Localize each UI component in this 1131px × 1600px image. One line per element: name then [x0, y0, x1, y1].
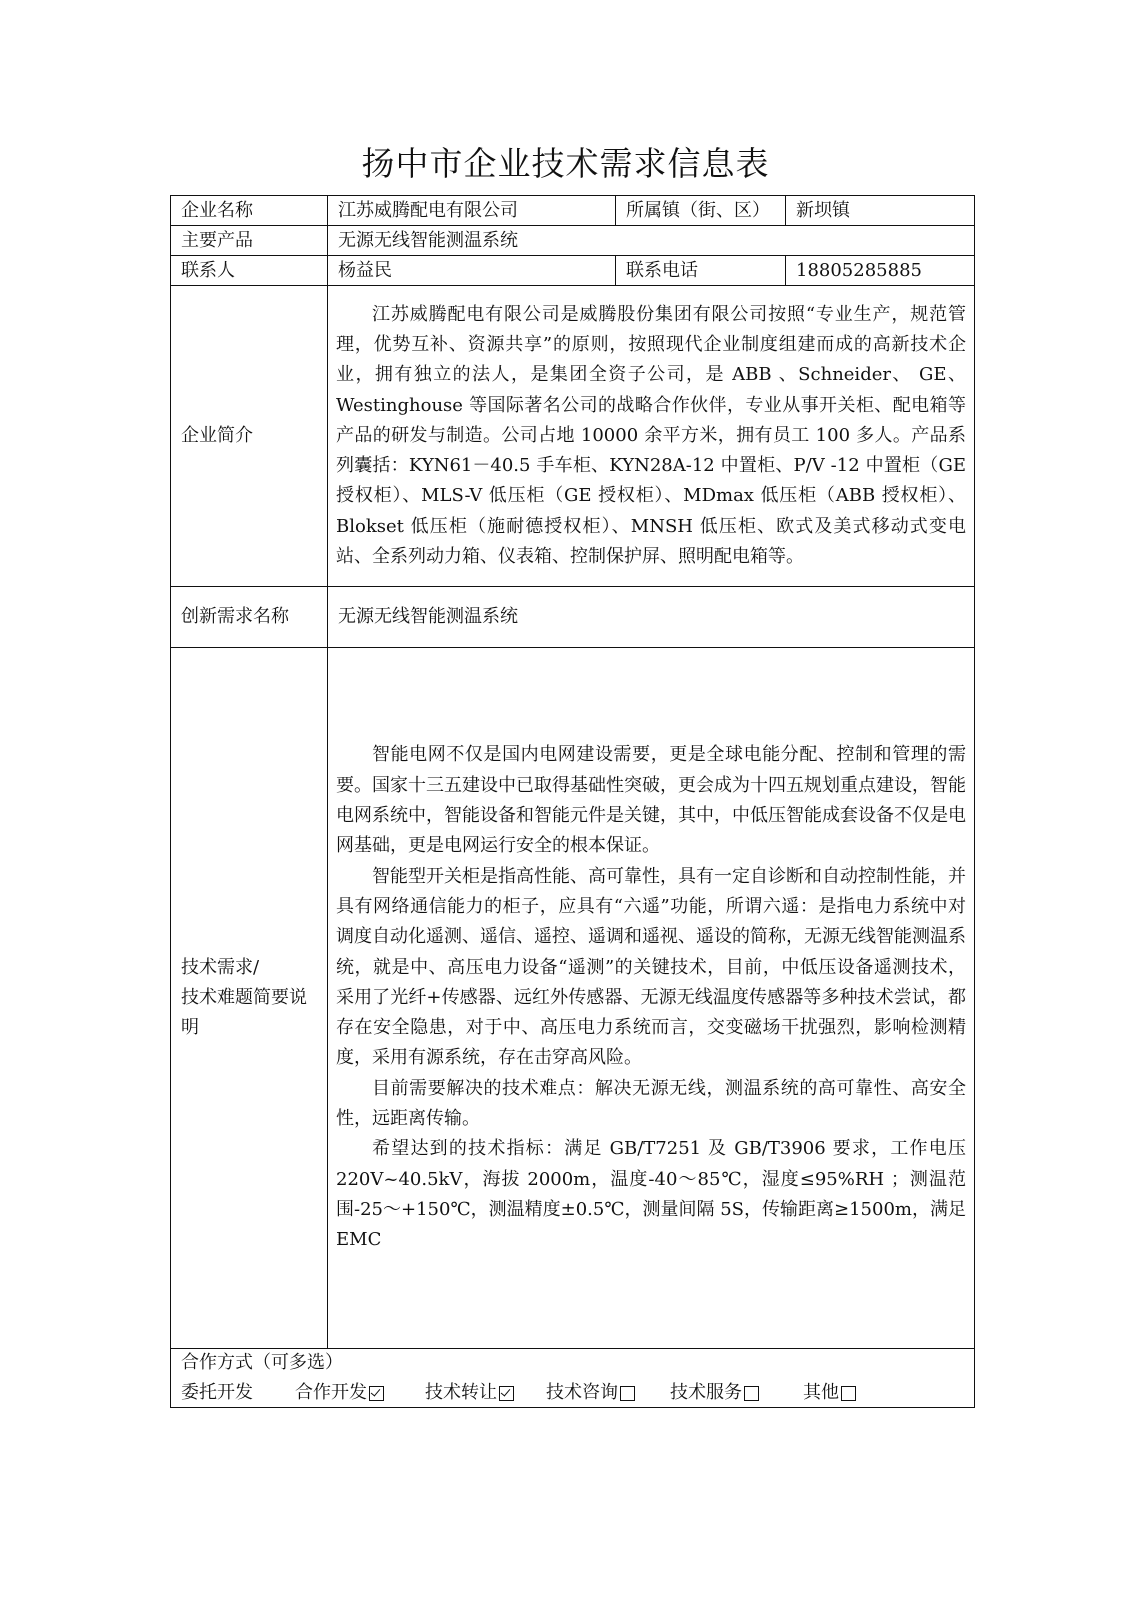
- row-tech-requirements: [171, 648, 975, 1349]
- checkbox-empty-icon[interactable]: [620, 1386, 635, 1401]
- town-value: 新坝镇: [786, 196, 975, 226]
- option-technical-consulting[interactable]: [546, 1379, 670, 1407]
- profile-text: 江苏威腾配电有限公司是威腾股份集团有限公司按照“专业生产，规范管理，优势互补、资源共享”的原则，按照现代企业制度组建而成的高新技术企业，拥有独立的法人，是集团全资子公司，是 ABB 、Schneider、 GE、Westinghouse 等国际著名公司的战略合作伙伴，专业从事开关柜、配电箱等产品的研发与制造。公司占地 10000 余平方米，拥有员工 100 多人。产品系列囊括：KYN61－40.5 手车柜、KYN28A-12 中置柜、P/V -12 中置柜（GE 授权柜）、MLS-V 低压柜（GE 授权柜）、MDmax 低压柜（ABB 授权柜）、Blokset 低压柜（施耐德授权柜）、MNSH 低压柜、欧式及美式移动式变电站、全系列动力箱、仪表箱、控制保护屏、照明配电箱等。: [336, 304, 966, 567]
- option-label: 技术咨询: [546, 1382, 618, 1403]
- contact-value: 杨益民: [328, 256, 616, 286]
- tech-paragraph: 智能电网不仅是国内电网建设需要，更是全球电能分配、控制和管理的需要。国家十三五建设中已取得基础性突破，更会成为十四五规划重点建设，智能电网系统中，智能设备和智能元件是关键，其中，中低压智能成套设备不仅是电网基础，更是电网运行安全的根本保证。: [336, 744, 966, 857]
- tech-demand-form-table: [170, 195, 975, 1408]
- option-other[interactable]: [803, 1379, 856, 1407]
- tech-label-line2: 技术难题简要说明: [181, 987, 307, 1038]
- company-name-label: 企业名称: [171, 196, 328, 226]
- row-contact: [171, 256, 975, 286]
- option-label: 技术转让: [425, 1382, 497, 1403]
- products-value: 无源无线智能测温系统: [328, 226, 975, 256]
- row-main-products: [171, 226, 975, 256]
- profile-label: 企业简介: [171, 286, 328, 587]
- profile-cell: [328, 286, 975, 587]
- innovation-value: 无源无线智能测温系统: [328, 587, 975, 648]
- option-technical-service[interactable]: [670, 1379, 803, 1407]
- option-label: 其他: [803, 1382, 839, 1403]
- phone-value: 18805285885: [786, 256, 975, 286]
- option-joint-development[interactable]: [295, 1379, 425, 1407]
- page-title: 扬中市企业技术需求信息表: [361, 144, 770, 183]
- tech-description-cell: [328, 648, 975, 1349]
- cooperation-label: 合作方式（可多选）: [181, 1352, 343, 1373]
- option-entrusted-development[interactable]: [181, 1379, 295, 1407]
- phone-label: 联系电话: [616, 256, 786, 286]
- tech-paragraph: 智能型开关柜是指高性能、高可靠性，具有一定自诊断和自动控制性能，并具有网络通信能力的柜子，应具有“六遥”功能，所谓六遥：是指电力系统中对调度自动化遥测、遥信、遥控、遥调和遥视、遥设的简称，无源无线智能测温系统，就是中、高压电力设备“遥测”的关键技术，目前，中低压设备遥测技术，采用了光纤+传感器、远红外传感器、无源无线温度传感器等多种技术尝试，都存在安全隐患，对于中、高压电力系统而言，交变磁场干扰强烈，影响检测精度，采用有源系统，存在击穿高风险。: [336, 865, 966, 1069]
- cooperation-options: [181, 1379, 964, 1407]
- tech-paragraph: 目前需要解决的技术难点：解决无源无线，测温系统的高可靠性、高安全性，远距离传输。: [336, 1077, 966, 1130]
- option-label: 合作开发: [295, 1382, 367, 1403]
- row-company-profile: [171, 286, 975, 587]
- contact-label: 联系人: [171, 256, 328, 286]
- row-innovation-name: [171, 587, 975, 648]
- checkbox-checked-icon[interactable]: [499, 1386, 514, 1401]
- option-label: 委托开发: [181, 1382, 253, 1403]
- cooperation-cell: [171, 1349, 975, 1408]
- option-technology-transfer[interactable]: [425, 1379, 546, 1407]
- checkbox-empty-icon[interactable]: [744, 1386, 759, 1401]
- tech-label: [171, 648, 328, 1349]
- row-cooperation: [171, 1349, 975, 1408]
- products-label: 主要产品: [171, 226, 328, 256]
- option-label: 技术服务: [670, 1382, 742, 1403]
- checkbox-empty-icon[interactable]: [841, 1386, 856, 1401]
- row-company-name: [171, 196, 975, 226]
- company-name-value: 江苏威腾配电有限公司: [328, 196, 616, 226]
- innovation-label: 创新需求名称: [171, 587, 328, 648]
- town-label: 所属镇（街、区）: [616, 196, 786, 226]
- tech-label-line1: 技术需求/: [181, 957, 260, 978]
- tech-paragraph: 希望达到的技术指标：满足 GB/T7251 及 GB/T3906 要求，工作电压 220V~40.5kV，海拔 2000m，温度-40～85℃，湿度≤95%RH ；测温范围-25～+150℃，测温精度±0.5℃，测量间隔 5S，传输距离≥1500m，满足 EMC: [336, 1138, 966, 1251]
- checkbox-checked-icon[interactable]: [369, 1386, 384, 1401]
